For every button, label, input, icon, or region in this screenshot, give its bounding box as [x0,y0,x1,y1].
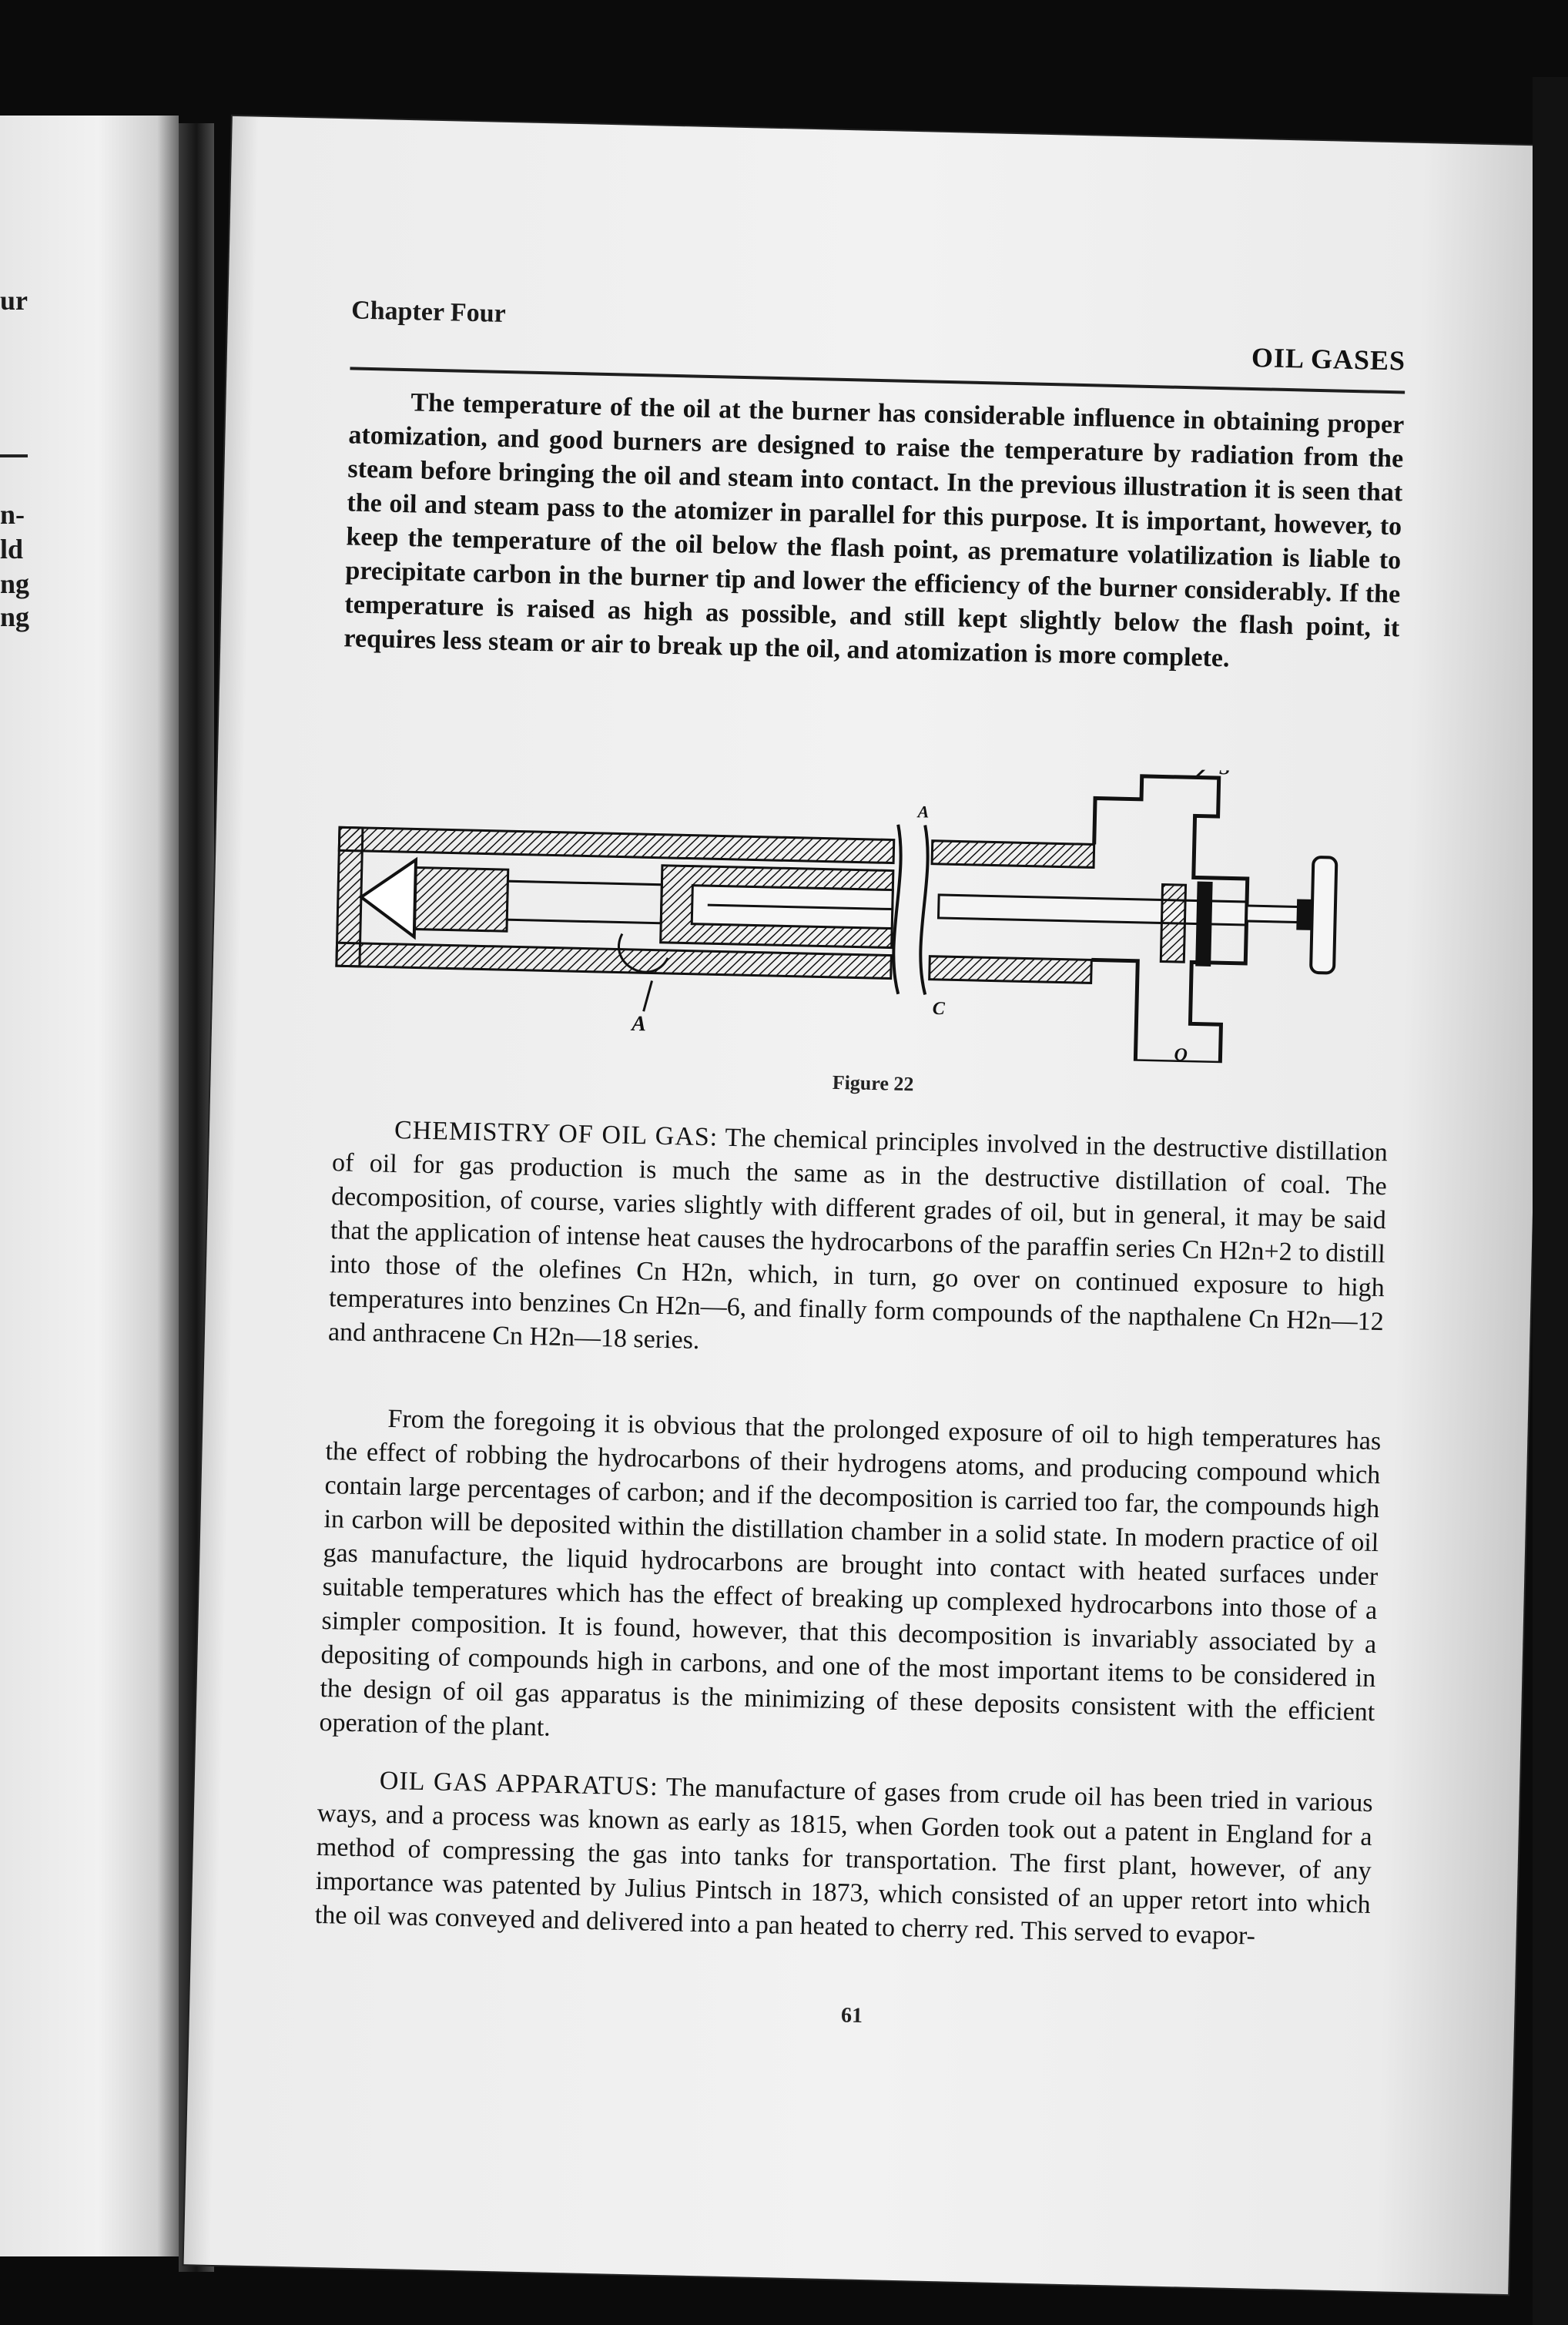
left-page-fragment: ld [0,534,24,564]
label-o: O [1174,1044,1188,1066]
label-a-top: A [917,802,930,822]
burner-left-section [335,827,894,1041]
left-page-fragment: ur [0,285,28,316]
burner-right-section [927,750,1338,1066]
paragraph-apparatus [314,1763,1373,1956]
paragraph-foregoing: From the foregoing it is obvious that the prolonged exposure of oil to high temperatures has the effect of robbing the hydrocarbons of their hydrogens atoms, and producing compound which contain large percentages of carbon; and if the decomposition is carried too far, the compounds high in carbon will be deposited within the distillation chamber in a solid state. In modern practice of oil gas manufacture, the liquid hydrocarbons are brought into contact with heated surfaces under suitable temperatures which has the effect of breaking up complexed hydrocarbons into those of a simpler composition. It is found, however, that this decomposition is invariably associated by a depositing of compounds high in carbons, and one of the most important items to be considered in the design of oil gas apparatus is the minimizing of these deposits consistent with the efficient operation of the plant. [319,1404,1382,1742]
paragraph-apparatus-text: The manufacture of gases from crude oil has been tried in various ways, and a process was known as early as 1815, when Gorden took out a patent in England for a method of compressing the gas into tanks for transportation. The first plant, however, of any importance was patented by Julius Pintsch in 1873, which consisted of an upper retort into which the oil was conveyed and delivered into a pan heated to cherry red. This served to evapor- [314,1773,1373,1951]
paragraph-chemistry-text: The chemical principles involved in the destructive distillation of oil for gas production is much the same as in the destructive distillation of coal. The decomposition, of course, varies slightly with different grades of oil, but in general, it may be said that the application of intense heat causes the hydrocarbons of the paraffin series Cn H2n+2 to distill into those of the olefines Cn H2n, which, in turn, go over on continued exposure to high temperatures into benzines Cn H2n—6, and finally form compounds of the napthalene Cn H2n—12 and anthracene Cn H2n—18 series. [327,1123,1389,1355]
chapter-label: Chapter Four [350,296,507,328]
label-s: S [1218,756,1231,779]
page-number: 61 [840,2003,863,2029]
section-heading-chemistry: CHEMISTRY OF OIL GAS: [394,1115,719,1152]
left-page-fragment: ng [0,601,30,632]
left-page-rule [0,454,28,457]
paragraph-chemistry [328,1112,1389,1373]
label-c: C [932,998,946,1020]
figure-caption: Figure 22 [832,1070,914,1096]
scan-right-edge [1533,77,1568,2325]
burner-diagram [327,750,1350,1066]
left-page-fragment: n- [0,499,25,530]
book-page [184,116,1557,2294]
section-heading-apparatus: OIL GAS APPARATUS: [379,1766,659,1801]
left-page-fragment: ng [0,568,30,599]
paragraph-atomization: The temperature of the oil at the burner has considerable influence in obtaining proper atomization, and good burners are designed to raise the temperature by radiation from the steam before bringing the oil and steam into contact. In the previous illustration it is seen that the oil and steam pass to the atomizer in parallel for this purpose. It is important, however, to keep the temperature of the oil below the flash point, as premature volatilization is liable to precipitate carbon in the burner tip and lower the efficiency of the burner considerably. If the temperature is raised as high as possible, and still kept slightly below the flash point, it requires less steam or air to break up the oil, and atomization is more complete. [343,388,1405,673]
running-title: OIL GASES [1251,341,1406,377]
label-a-bottom: A [631,1011,647,1037]
left-page-edge [0,116,179,2256]
